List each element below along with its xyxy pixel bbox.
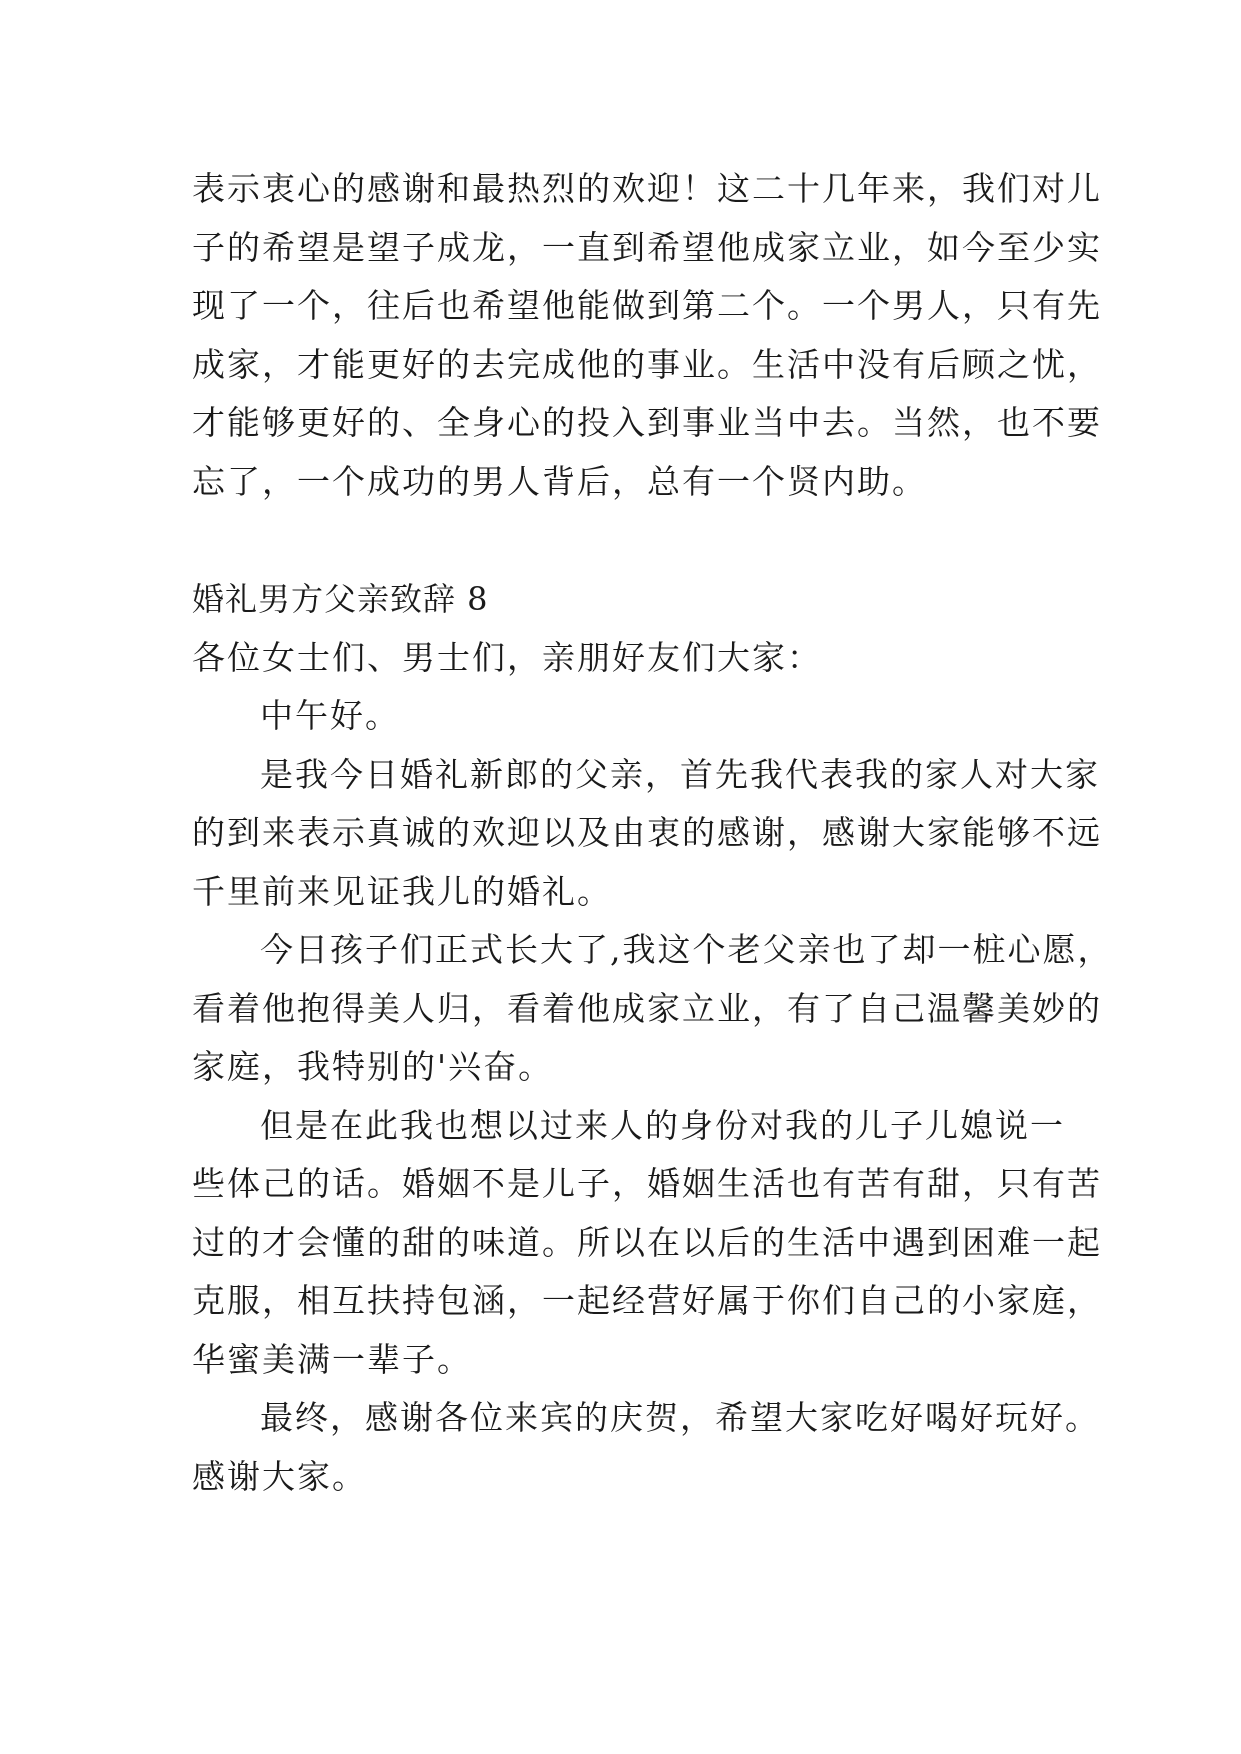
section-gap xyxy=(192,511,1052,570)
text-line: 表示衷心的感谢和最热烈的欢迎！这二十几年来，我们对儿 xyxy=(192,169,1102,208)
text-line: 克服，相互扶持包涵，一起经营好属于你们自己的小家庭， xyxy=(192,1281,1102,1320)
salutation: 各位女士们、男士们，亲朋好友们大家： xyxy=(192,637,822,677)
paragraph-2 xyxy=(192,921,1113,1097)
text-line: 是我今日婚礼新郎的父亲，首先我代表我的家人对大家 xyxy=(260,754,1100,794)
text-line: 现了一个，往后也希望他能做到第二个。一个男人，只有先 xyxy=(192,286,1102,325)
text-line: 忘了，一个成功的男人背后，总有一个贤内助。 xyxy=(192,461,927,501)
text-line: 华蜜美满一辈子。 xyxy=(192,1339,472,1379)
document-page xyxy=(192,160,1113,1506)
text-line: 些体己的话。婚姻不是儿子，婚姻生活也有苦有甜，只有苦 xyxy=(192,1164,1102,1203)
greeting: 中午好。 xyxy=(260,696,400,735)
continuation-paragraph xyxy=(192,160,1102,511)
text-line: 今日孩子们正式长大了,我这个老父亲也了却一桩心愿， xyxy=(260,930,1113,969)
text-line: 最终，感谢各位来宾的庆贺，希望大家吃好喝好玩好。 xyxy=(260,1398,1100,1437)
paragraph-4 xyxy=(192,1389,1100,1506)
paragraph-3 xyxy=(192,1097,1102,1390)
text-line: 的到来表示真诚的欢迎以及由衷的感谢，感谢大家能够不远 xyxy=(192,813,1102,852)
text-line: 千里前来见证我儿的婚礼。 xyxy=(192,871,612,911)
text-line: 过的才会懂的甜的味道。所以在以后的生活中遇到困难一起 xyxy=(192,1222,1102,1262)
text-line: 家庭，我特别的'兴奋。 xyxy=(192,1047,554,1086)
text-line: 成家，才能更好的去完成他的事业。生活中没有后顾之忧， xyxy=(192,344,1102,384)
text-line: 感谢大家。 xyxy=(192,1456,367,1496)
text-line: 才能够更好的、全身心的投入到事业当中去。当然，也不要 xyxy=(192,403,1102,442)
text-line: 但是在此我也想以过来人的身份对我的儿子儿媳说一 xyxy=(260,1105,1065,1145)
text-line: 子的希望是望子成龙，一直到希望他成家立业，如今至少实 xyxy=(192,227,1102,267)
paragraph-1 xyxy=(192,746,1102,922)
text-line: 看着他抱得美人归，看着他成家立业，有了自己温馨美妙的 xyxy=(192,988,1102,1028)
section-title: 婚礼男方父亲致辞 8 xyxy=(192,580,489,618)
